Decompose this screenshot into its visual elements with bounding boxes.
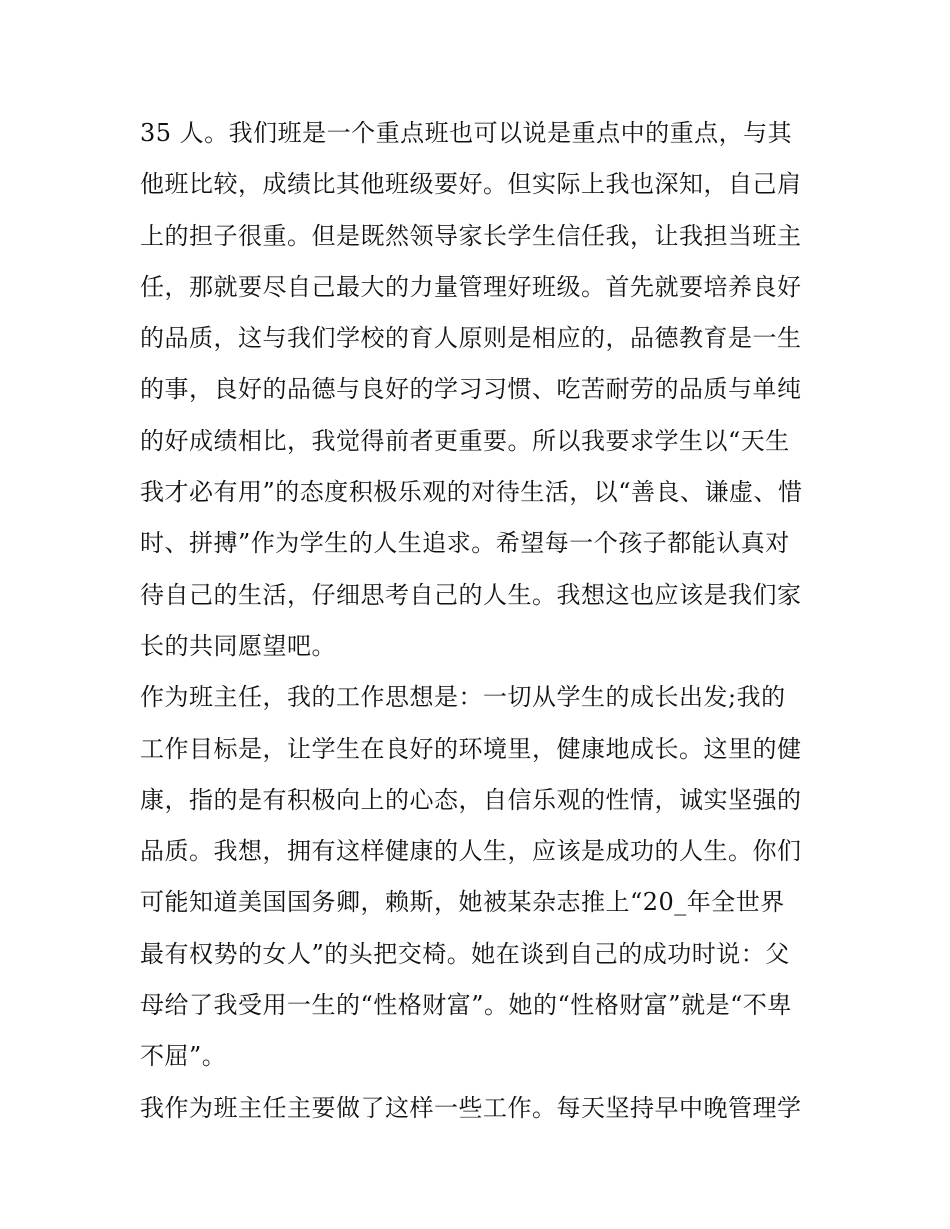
text-line: 长的共同愿望吧。 [140,631,336,660]
text-line: 最有权势的女人”的头把交椅。她在谈到自己的成功时说：父 [140,939,790,968]
text-line: 35 人。我们班是一个重点班也可以说是重点中的重点，与其 [140,119,793,147]
text-line: 的事，良好的品德与良好的学习习惯、吃苦耐劳的品质与单纯 [140,375,802,404]
text-line: 时、拼搏”作为学生的人生追求。希望每一个孩子都能认真对 [140,529,790,558]
text-line: 的好成绩相比，我觉得前者更重要。所以我要求学生以“天生 [140,426,790,455]
text-line: 他班比较，成绩比其他班级要好。但实际上我也深知，自己肩 [140,170,802,199]
text-line: 我作为班主任主要做了这样一些工作。每天坚持早中晚管理学 [140,1093,802,1122]
text-line: 上的担子很重。但是既然领导家长学生信任我，让我担当班主 [140,221,802,250]
text-line: 的品质，这与我们学校的育人原则是相应的，品德教育是一生 [140,324,802,353]
text-line: 作为班主任，我的工作思想是：一切从学生的成长出发;我的 [140,683,786,712]
text-line: 任，那就要尽自己最大的力量管理好班级。首先就要培养良好 [140,272,802,301]
text-line: 品质。我想，拥有这样健康的人生，应该是成功的人生。你们 [140,837,802,866]
document-body [140,108,820,1134]
text-line: 可能知道美国国务卿，赖斯，她被某杂志推上“20_年全世界 [140,888,785,917]
text-line: 待自己的生活，仔细思考自己的人生。我想这也应该是我们家 [140,580,802,609]
text-line: 工作目标是，让学生在良好的环境里，健康地成长。这里的健 [140,734,802,763]
text-line: 母给了我受用一生的“性格财富”。她的“性格财富”就是“不卑 [140,991,792,1020]
text-line: 康，指的是有积极向上的心态，自信乐观的性情，诚实坚强的 [140,785,802,814]
text-line: 不屈”。 [140,1042,227,1071]
text-line: 我才必有用”的态度积极乐观的对待生活，以“善良、谦虚、惜 [140,478,803,507]
